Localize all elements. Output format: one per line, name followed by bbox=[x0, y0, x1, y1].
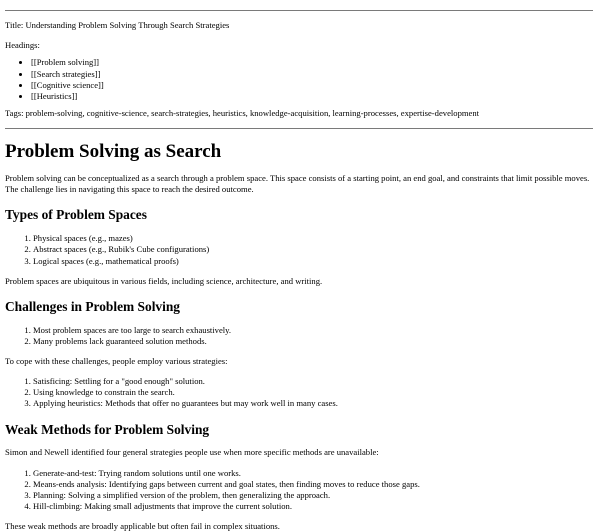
list-item: 2. Means-ends analysis: Identifying gaps between current and goal states, then finding moves to reduce those gaps. bbox=[33, 479, 593, 490]
headings-list bbox=[5, 57, 593, 102]
document-page bbox=[0, 10, 598, 532]
heading-link[interactable]: • [[Search strategies]] bbox=[31, 69, 593, 80]
list-item: 2. Using knowledge to constrain the search. bbox=[33, 387, 593, 398]
list-item: 2. Abstract spaces (e.g., Rubik's Cube configurations) bbox=[33, 244, 593, 255]
title-line: Title: Understanding Problem Solving Through Search Strategies bbox=[5, 20, 230, 30]
tags-line: Tags: problem-solving, cognitive-science, search-strategies, heuristics, knowledge-acquisition, learning-processes, expertise-development bbox=[5, 108, 480, 119]
strategies-list bbox=[5, 376, 593, 410]
challenges-list bbox=[5, 325, 593, 347]
weak-methods-intro: Simon and Newell identified four general strategies people use when more specific methods are unavailable: bbox=[5, 447, 379, 458]
metadata-divider bbox=[5, 128, 593, 129]
list-item: 1. Generate-and-test: Trying random solutions until one works. bbox=[33, 468, 593, 479]
weak-methods-list bbox=[5, 468, 593, 513]
list-item: 1. Most problem spaces are too large to search exhaustively. bbox=[33, 325, 593, 336]
weak-methods-heading: Weak Methods for Problem Solving bbox=[5, 421, 210, 437]
cope-paragraph: To cope with these challenges, people employ various strategies: bbox=[5, 355, 228, 366]
list-item: 3. Logical spaces (e.g., mathematical proofs) bbox=[33, 256, 593, 267]
heading-link[interactable]: • [[Problem solving]] bbox=[31, 57, 593, 68]
top-divider bbox=[5, 10, 593, 11]
list-item: 1. Physical spaces (e.g., mazes) bbox=[33, 233, 593, 244]
metadata-block bbox=[5, 20, 593, 119]
list-item: 3. Planning: Solving a simplified version of the problem, then generalizing the approach. bbox=[33, 490, 593, 501]
types-list bbox=[5, 233, 593, 267]
challenges-heading: Challenges in Problem Solving bbox=[5, 298, 180, 314]
types-heading: Types of Problem Spaces bbox=[5, 207, 147, 223]
list-item: 2. Many problems lack guaranteed solution methods. bbox=[33, 336, 593, 347]
types-paragraph: Problem spaces are ubiquitous in various fields, including science, architecture, and writing. bbox=[5, 275, 323, 286]
article-title: Problem Solving as Search bbox=[5, 141, 222, 163]
headings-label: Headings: bbox=[5, 40, 40, 51]
list-item: 1. Satisficing: Settling for a "good enough" solution. bbox=[33, 376, 593, 387]
list-item: 4. Hill-climbing: Making small adjustments that improve the current solution. bbox=[33, 501, 593, 512]
heading-link[interactable]: • [[Heuristics]] bbox=[31, 91, 593, 102]
intro-paragraph: Problem solving can be conceptualized as a search through a problem space. This space consists of a starting point, an end goal, and constraints that limit possible moves. The challenge lies in navigating this space to reach the desired outcome. bbox=[5, 173, 590, 195]
heading-link[interactable]: • [[Cognitive science]] bbox=[31, 80, 593, 91]
list-item: 3. Applying heuristics: Methods that offer no guarantees but may work well in many cases. bbox=[33, 398, 593, 409]
weak-methods-paragraph: These weak methods are broadly applicable but often fail in complex situations. bbox=[5, 521, 280, 532]
